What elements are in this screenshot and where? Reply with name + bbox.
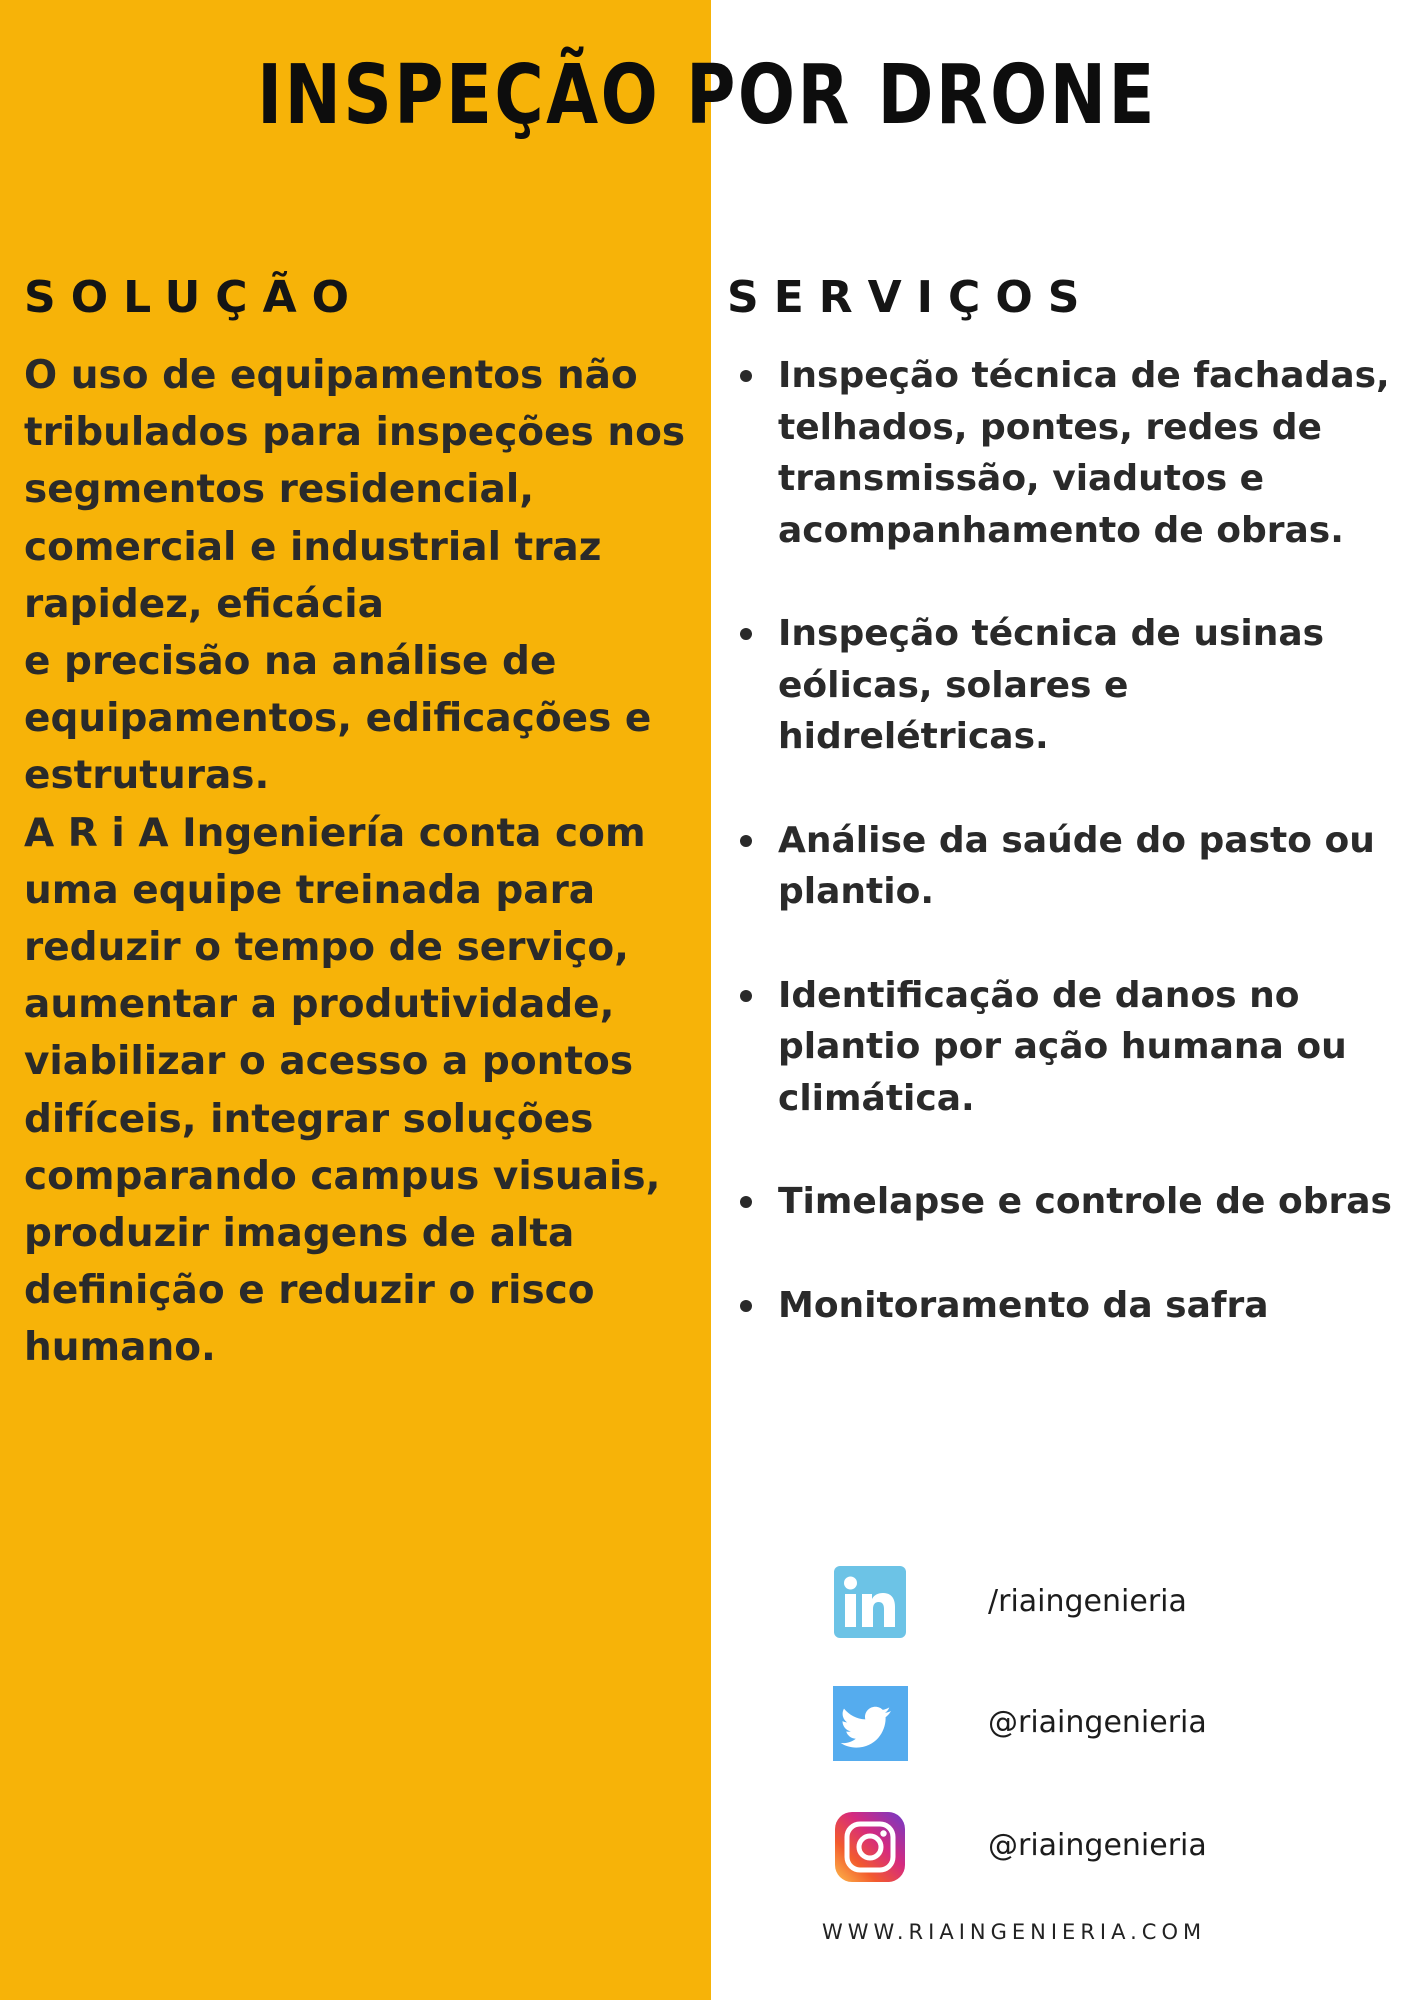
instagram-row[interactable] bbox=[820, 1812, 1340, 1912]
solucao-text bbox=[24, 347, 704, 1377]
brand-name: R i A Ingeniería bbox=[67, 810, 406, 856]
bullet-icon bbox=[740, 990, 752, 1002]
service-label: Monitoramento da safra bbox=[778, 1284, 1269, 1326]
service-item-usinas bbox=[740, 608, 1400, 763]
service-item-danos bbox=[740, 970, 1400, 1125]
solucao-rest: conta com uma equipe treinada para reduzir o tempo de serviço, aumentar a produtividade, viabilizar o acesso a pontos difíceis, integrar soluções comparando campus visuais, produzir imagens de alta definição e reduzir o risco humano. bbox=[24, 810, 661, 1371]
service-item-pasto bbox=[740, 815, 1400, 918]
linkedin-icon[interactable] bbox=[834, 1566, 906, 1638]
twitter-row[interactable] bbox=[820, 1686, 1340, 1786]
solucao-heading: SOLUÇÃO bbox=[24, 272, 365, 323]
instagram-handle[interactable]: @riaingenieria bbox=[988, 1828, 1207, 1863]
bullet-icon bbox=[740, 370, 752, 382]
bullet-icon bbox=[740, 628, 752, 640]
service-label: Análise da saúde do pasto ou plantio. bbox=[778, 819, 1375, 912]
servicos-heading: SERVIÇOS bbox=[727, 272, 1095, 323]
bullet-icon bbox=[740, 1196, 752, 1208]
page-title: INSPEÇÃO POR DRONE bbox=[257, 48, 1157, 143]
solucao-paragraph-2: e precisão na análise de equipamentos, edificações e estruturas. bbox=[24, 639, 652, 799]
instagram-icon[interactable] bbox=[835, 1812, 905, 1882]
twitter-handle[interactable]: @riaingenieria bbox=[988, 1705, 1207, 1740]
bullet-icon bbox=[740, 835, 752, 847]
bullet-icon bbox=[740, 1300, 752, 1312]
solucao-paragraph-1: O uso de equipamentos não tribulados para inspeções nos segmentos residencial, comercial e industrial traz rapidez, eficácia bbox=[24, 353, 686, 627]
website-link[interactable]: WWW.RIAINGENIERIA.COM bbox=[822, 1920, 1207, 1944]
service-item-timelapse bbox=[740, 1176, 1400, 1228]
linkedin-handle[interactable]: /riaingenieria bbox=[988, 1584, 1187, 1619]
service-item-fachadas bbox=[740, 350, 1400, 556]
linkedin-row[interactable] bbox=[820, 1566, 1340, 1666]
service-label: Inspeção técnica de usinas eólicas, solares e hidrelétricas. bbox=[778, 613, 1325, 757]
service-label: Identificação de danos no plantio por ação humana ou climática. bbox=[778, 974, 1347, 1119]
solucao-paragraph-3 bbox=[24, 805, 704, 1377]
service-label: Timelapse e controle de obras bbox=[778, 1181, 1392, 1222]
twitter-icon[interactable] bbox=[833, 1686, 908, 1761]
services-list bbox=[740, 350, 1400, 1383]
service-label: Inspeção técnica de fachadas, telhados, pontes, redes de transmissão, viadutos e acompanhamento de obras. bbox=[778, 355, 1390, 551]
service-item-safra bbox=[740, 1280, 1400, 1332]
solucao-prefix: A bbox=[24, 810, 68, 856]
